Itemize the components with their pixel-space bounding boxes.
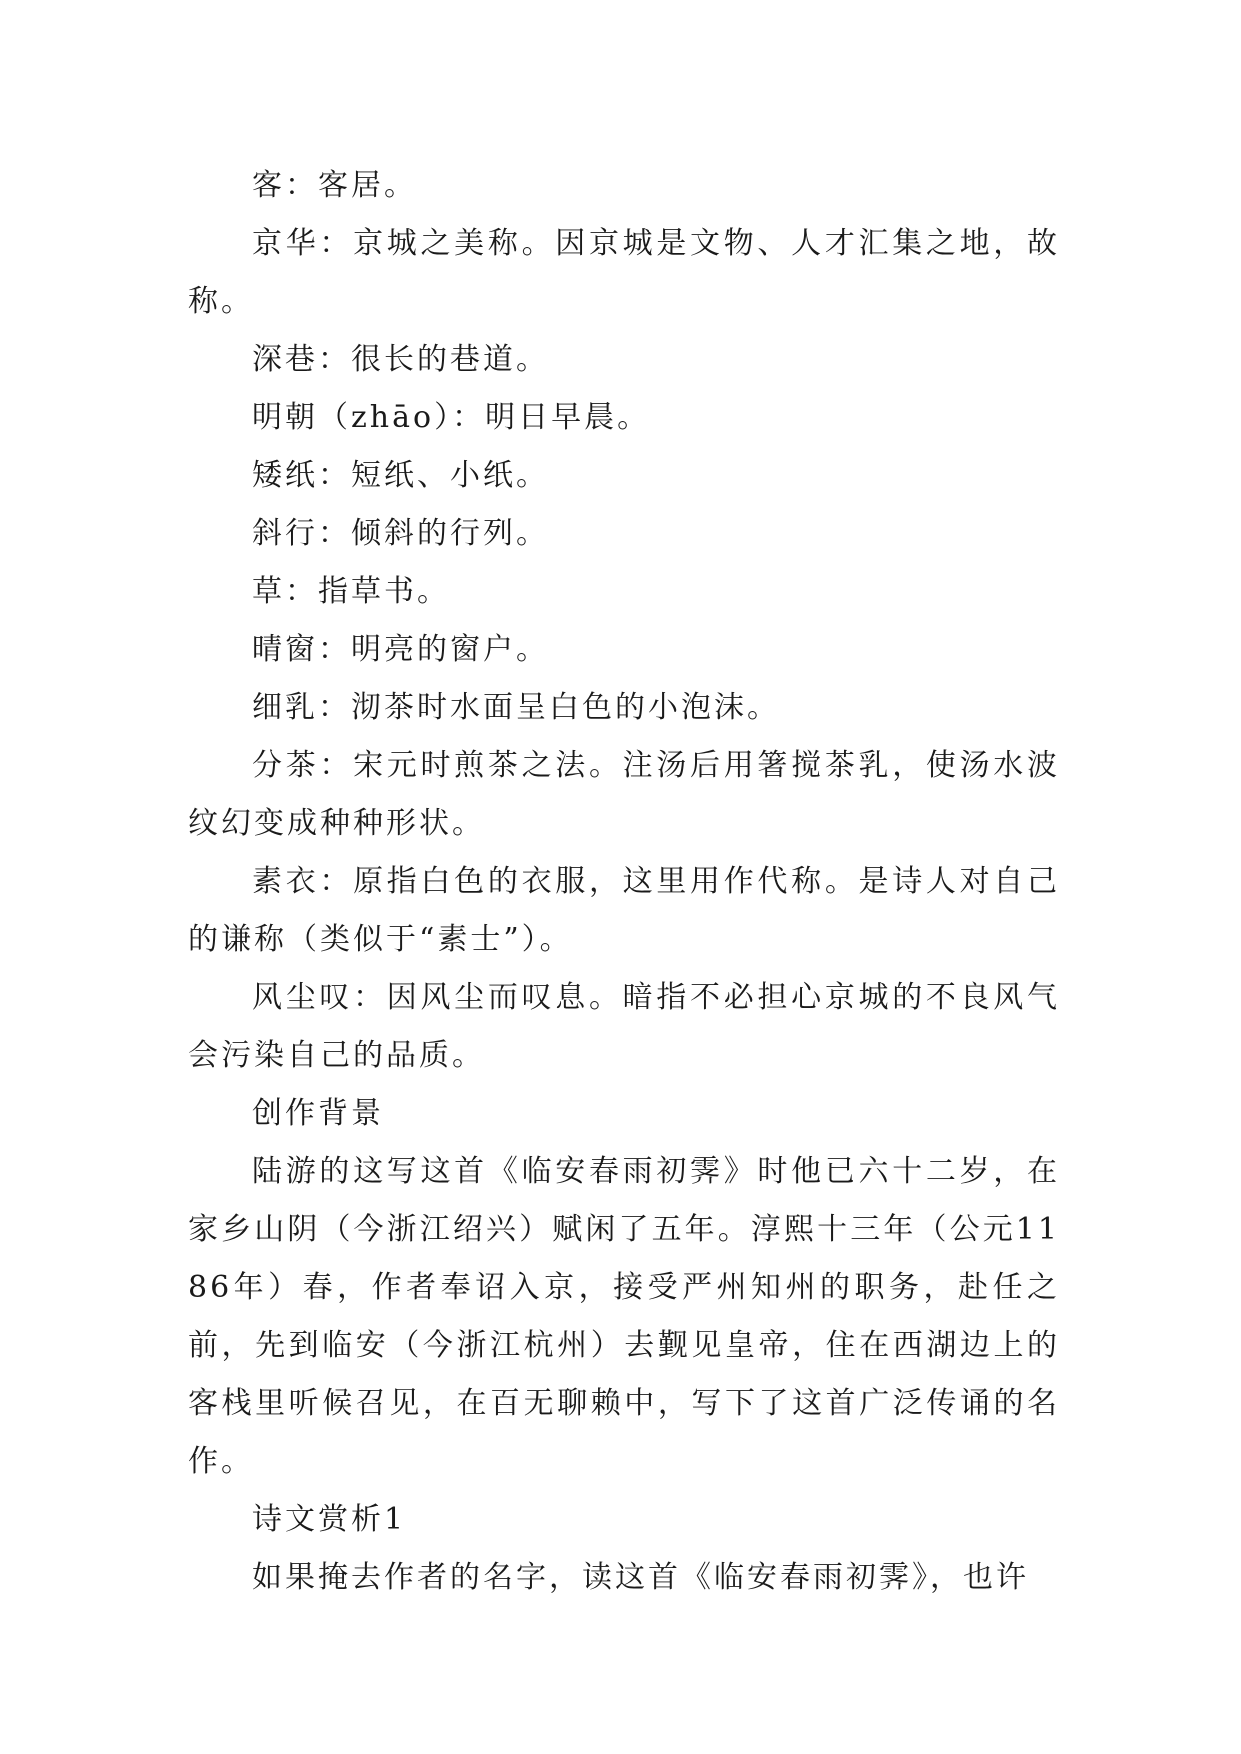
note-shenxiang: 深巷：很长的巷道。 [252,342,549,377]
background-paragraph: 陆游的这写这首《临安春雨初霁》时他已六十二岁，在家乡山阴（今浙江绍兴）赋闲了五年。淳熙十三年（公元1186年）春，作者奉诏入京，接受严州知州的职务，赴任之前，先到临安（今浙江杭州）去觐见皇帝，住在西湖边上的客栈里听候召见，在百无聊赖中，写下了这首广泛传诵的名作。 [188,1154,1060,1479]
section-heading-appreciation: 诗文赏析1 [252,1502,407,1537]
note-qingchuang: 晴窗：明亮的窗户。 [252,632,549,667]
note-xiexing: 斜行：倾斜的行列。 [252,516,549,551]
appreciation-paragraph: 如果掩去作者的名字，读这首《临安春雨初霁》，也许 [252,1560,1029,1595]
note-aizhi: 矮纸：短纸、小纸。 [252,458,549,493]
note-jinghua: 京华：京城之美称。因京城是文物、人才汇集之地，故称。 [188,226,1060,319]
note-cao: 草：指草书。 [252,574,450,609]
section-heading-background: 创作背景 [252,1096,384,1131]
note-mingzhao: 明朝（zhāo）：明日早晨。 [252,400,651,435]
document-body [188,157,1060,1607]
note-fengchentan: 风尘叹：因风尘而叹息。暗指不必担心京城的不良风气会污染自己的品质。 [188,980,1060,1073]
note-xiru: 细乳：沏茶时水面呈白色的小泡沫。 [252,690,780,725]
note-suyi: 素衣：原指白色的衣服，这里用作代称。是诗人对自己的谦称（类似于“素士”）。 [188,864,1060,957]
note-ke: 客：客居。 [252,168,417,203]
note-fencha: 分茶：宋元时煎茶之法。注汤后用箸搅茶乳，使汤水波纹幻变成种种形状。 [188,748,1060,841]
